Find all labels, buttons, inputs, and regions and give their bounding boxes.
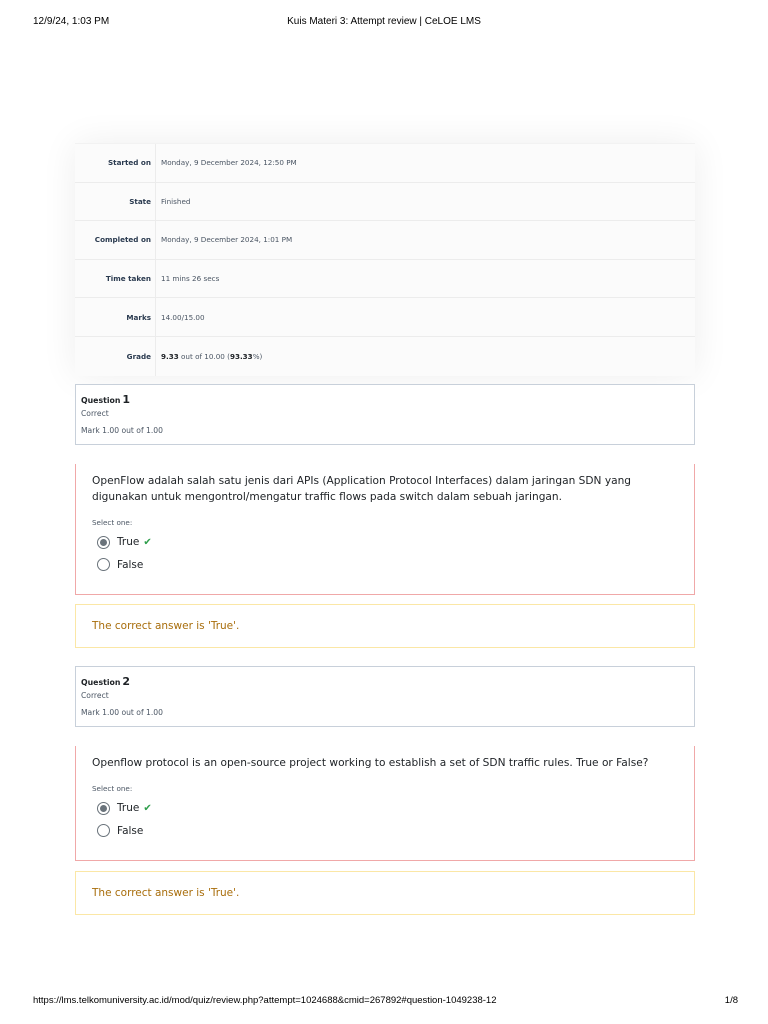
feedback-text: The correct answer is 'True'. [92, 887, 240, 899]
summary-label: Started on [75, 144, 156, 182]
summary-value: 14.00/15.00 [161, 312, 205, 322]
answer-option-true[interactable] [92, 797, 678, 820]
check-icon: ✔ [143, 802, 152, 814]
question-number [81, 389, 689, 405]
answer-options [92, 797, 678, 842]
answer-options [92, 531, 678, 576]
feedback-text: The correct answer is 'True'. [92, 620, 240, 632]
summary-value: Monday, 9 December 2024, 12:50 PM [161, 158, 297, 168]
print-header [0, 16, 768, 30]
question-number [81, 671, 689, 687]
answer-option-label: False [117, 558, 144, 571]
summary-value: Finished [161, 196, 191, 206]
print-url: https://lms.telkomuniversity.ac.id/mod/quiz/review.php?attempt=1024688&cmid=267892#question-1049238-12 [33, 995, 497, 1006]
question-content-1 [75, 464, 695, 595]
answer-option-label: True [117, 802, 140, 815]
question-label: Question [81, 396, 121, 405]
question-grade: Mark 1.00 out of 1.00 [81, 708, 163, 717]
question-grade: Mark 1.00 out of 1.00 [81, 426, 163, 435]
question-text: Openflow protocol is an open-source project working to establish a set of SDN traffic rules. True or False? [92, 757, 649, 769]
summary-row-marks [75, 298, 695, 337]
answer-prompt: Select one: [92, 518, 133, 527]
answer-prompt: Select one: [92, 784, 133, 793]
summary-value: Monday, 9 December 2024, 1:01 PM [161, 235, 293, 245]
grade-out-of: out of 10.00 ( [178, 351, 230, 361]
question-state: Correct [81, 409, 109, 418]
summary-row-time-taken [75, 260, 695, 299]
radio-icon[interactable] [97, 558, 110, 571]
answer-option-label: True [117, 536, 140, 549]
answer-option-true[interactable] [92, 531, 678, 554]
answer-option-label: False [117, 824, 144, 837]
check-icon: ✔ [143, 536, 152, 548]
summary-value: 11 mins 26 secs [161, 274, 220, 284]
question-label: Question [81, 678, 121, 687]
summary-row-grade [75, 337, 695, 376]
question-feedback-2 [75, 871, 695, 915]
radio-icon[interactable] [97, 802, 110, 815]
question-content-2 [75, 746, 695, 861]
grade-end: %) [252, 351, 263, 361]
question-text: OpenFlow adalah salah satu jenis dari APIs (Application Protocol Interfaces) dalam jaringan SDN yang digunakan untuk mengontrol/mengatur traffic flows pada switch dalam sebuah jaringan. [92, 475, 632, 503]
summary-value [156, 352, 262, 361]
question-number-value: 2 [122, 675, 131, 688]
grade-score: 9.33 [161, 351, 179, 361]
print-datetime: 12/9/24, 1:03 PM [33, 16, 110, 27]
question-feedback-1 [75, 604, 695, 648]
summary-label: Time taken [75, 260, 156, 298]
summary-label: Completed on [75, 221, 156, 259]
summary-row-started-on [75, 144, 695, 183]
summary-label: Grade [75, 337, 156, 376]
print-page-number: 1/8 [724, 995, 738, 1006]
summary-row-state [75, 183, 695, 222]
answer-option-false[interactable] [92, 554, 678, 577]
radio-icon[interactable] [97, 536, 110, 549]
grade-percent: 93.33 [229, 351, 253, 361]
answer-option-false[interactable] [92, 820, 678, 843]
question-info-2 [75, 666, 695, 727]
attempt-summary-table [75, 143, 695, 376]
radio-icon[interactable] [97, 824, 110, 837]
summary-label: Marks [75, 298, 156, 336]
summary-label: State [75, 183, 156, 221]
question-info-1 [75, 384, 695, 445]
print-footer [0, 995, 768, 1009]
summary-row-completed-on [75, 221, 695, 260]
question-state: Correct [81, 691, 109, 700]
print-page-title: Kuis Materi 3: Attempt review | CeLOE LMS [287, 16, 481, 27]
question-number-value: 1 [122, 393, 131, 406]
